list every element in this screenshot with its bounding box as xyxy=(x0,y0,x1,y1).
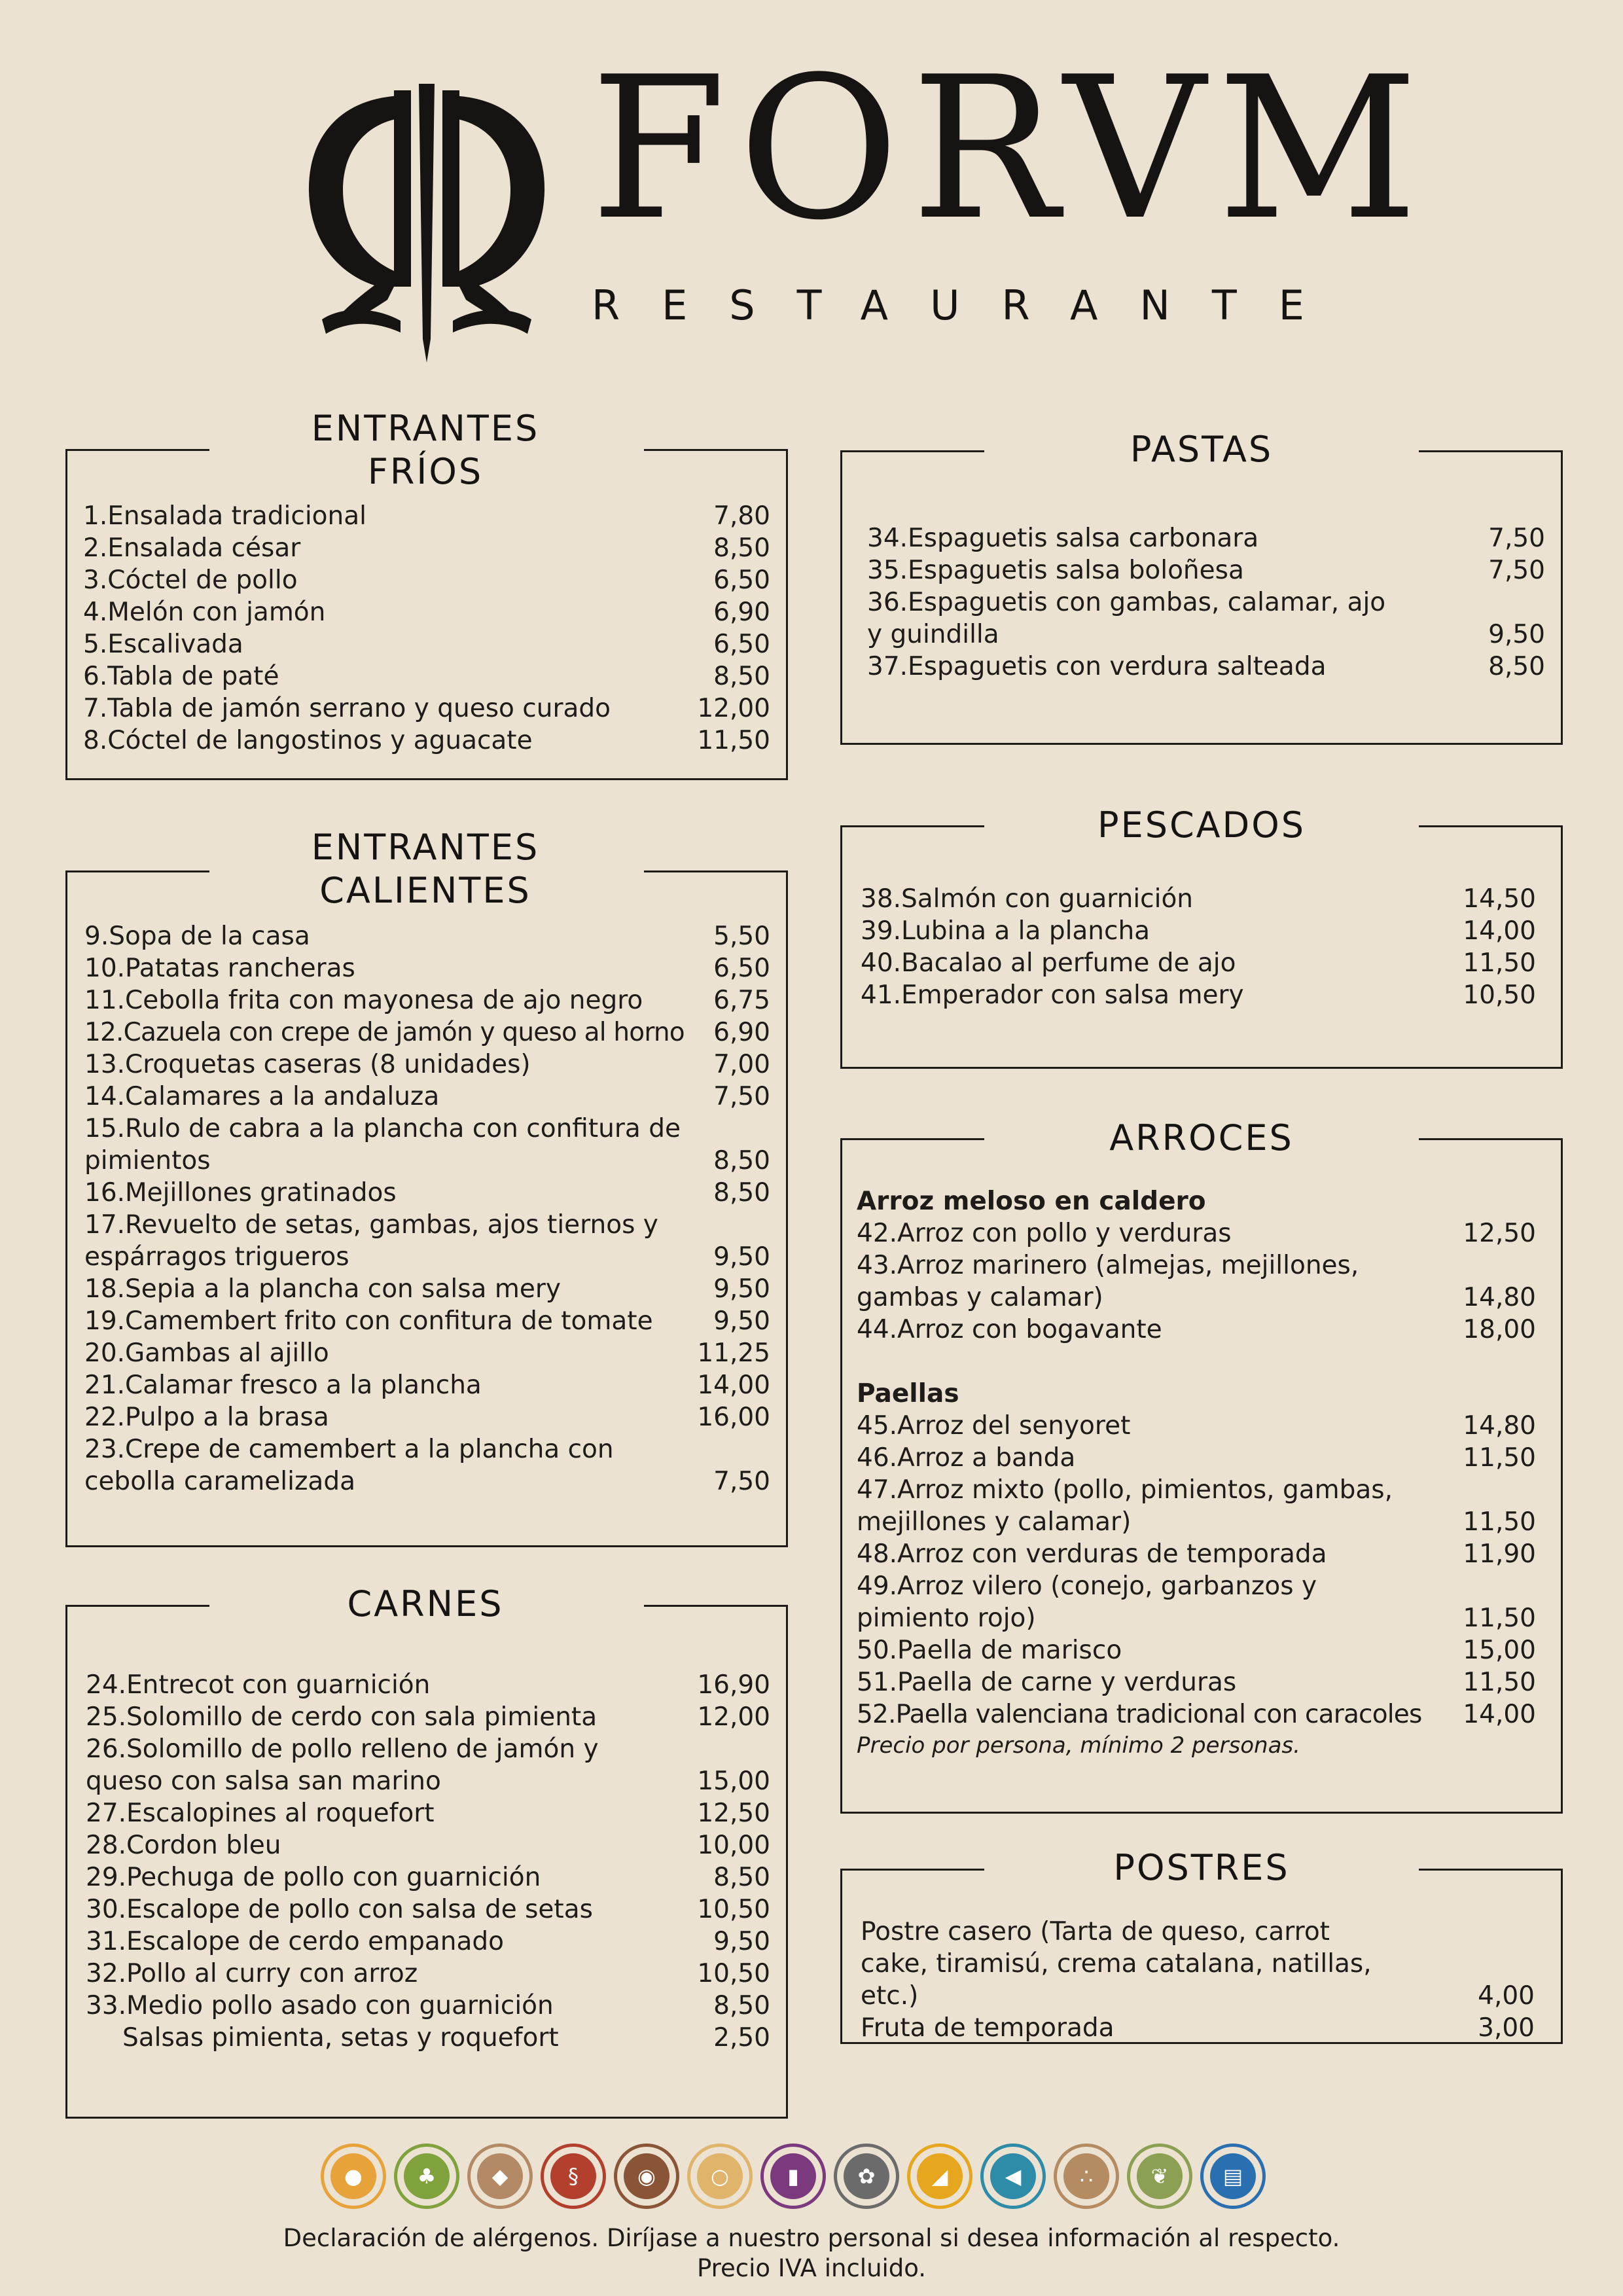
item-price: 14,50 xyxy=(1463,884,1536,914)
item-name: 4.Melón con jamón xyxy=(83,598,326,627)
item-name: 50.Paella de marisco xyxy=(857,1636,1122,1665)
item-price: 10,50 xyxy=(697,1895,770,1924)
item-name: 38.Salmón con guarnición xyxy=(861,884,1194,914)
menu-list xyxy=(867,522,1545,683)
border-segment-left xyxy=(840,1138,984,1140)
item-name: 12.Cazuela con crepe de jamón y queso al horno xyxy=(84,1018,685,1047)
menu-item xyxy=(861,979,1536,1011)
border-segment-left xyxy=(65,449,209,451)
menu-item xyxy=(867,651,1545,683)
menu-item xyxy=(857,1666,1536,1698)
item-name: 6.Tabla de paté xyxy=(83,662,279,691)
item-name: 31.Escalope de cerdo empanado xyxy=(86,1927,504,1956)
fish-icon: ◀ xyxy=(980,2144,1046,2209)
item-price: 11,50 xyxy=(1463,1443,1536,1473)
item-name: 28.Cordon bleu xyxy=(86,1831,281,1860)
item-name: 2.Ensalada césar xyxy=(83,533,301,563)
item-name: 16.Mejillones gratinados xyxy=(84,1178,397,1208)
egg-icon: ○ xyxy=(687,2144,753,2209)
item-name: 36.Espaguetis con gambas, calamar, ajo y guindilla xyxy=(867,588,1386,649)
item-price: 11,90 xyxy=(1463,1539,1536,1569)
menu-item xyxy=(86,1829,770,1861)
menu-item xyxy=(83,596,770,628)
menu-item xyxy=(857,1474,1536,1538)
title-line-1: ENTRANTES xyxy=(311,827,540,868)
border-segment-left xyxy=(840,450,984,452)
menu-item xyxy=(84,1369,770,1401)
mustard-icon: ◢ xyxy=(907,2144,972,2209)
item-name: 34.Espaguetis salsa carbonara xyxy=(867,524,1259,553)
item-price: 7,50 xyxy=(1488,556,1545,585)
item-name: 17.Revuelto de setas, gambas, ajos tiernos y espárragos trigueros xyxy=(84,1210,658,1272)
item-price: 12,00 xyxy=(697,1702,770,1732)
item-price: 10,50 xyxy=(697,1959,770,1988)
section-title-carnes: CARNES xyxy=(347,1583,504,1624)
item-price: 14,00 xyxy=(1463,916,1536,946)
item-name: 21.Calamar fresco a la plancha xyxy=(84,1371,482,1400)
item-name: 25.Solomillo de cerdo con sala pimienta xyxy=(86,1702,597,1732)
menu-item xyxy=(857,1410,1536,1442)
item-name: 1.Ensalada tradicional xyxy=(83,501,366,531)
section-entrantes-frios xyxy=(65,449,788,780)
menu-item xyxy=(83,692,770,725)
menu-item xyxy=(857,1634,1536,1666)
item-price: 8,50 xyxy=(713,1178,770,1208)
menu-item xyxy=(86,1893,770,1926)
border-segment-right xyxy=(1419,1138,1563,1140)
item-price: 11,50 xyxy=(1463,1604,1536,1633)
item-price: 7,50 xyxy=(713,1467,770,1496)
menu-item xyxy=(84,984,770,1016)
subheading-paellas: Paellas xyxy=(857,1379,959,1408)
menu-item xyxy=(857,1249,1536,1314)
item-name: 41.Emperador con salsa mery xyxy=(861,980,1244,1010)
item-price: 12,00 xyxy=(697,694,770,723)
menu-list xyxy=(86,1669,770,2054)
item-name: 40.Bacalao al perfume de ajo xyxy=(861,948,1236,978)
item-name: 14.Calamares a la andaluza xyxy=(84,1082,440,1111)
item-price: 14,00 xyxy=(697,1371,770,1400)
menu-item xyxy=(84,1081,770,1113)
item-name: 11.Cebolla frita con mayonesa de ajo negro xyxy=(84,986,643,1015)
menu-item xyxy=(86,1733,770,1797)
nuts-icon: ◆ xyxy=(467,2144,533,2209)
item-name: 39.Lubina a la plancha xyxy=(861,916,1150,946)
item-name: 15.Rulo de cabra a la plancha con confitura de pimientos xyxy=(84,1114,681,1175)
menu-item xyxy=(861,1916,1535,2012)
menu-item xyxy=(84,1049,770,1081)
item-price: 8,50 xyxy=(713,662,770,691)
menu-item xyxy=(857,1314,1536,1346)
menu-item xyxy=(83,564,770,596)
menu-item xyxy=(857,1698,1536,1731)
item-name: 45.Arroz del senyoret xyxy=(857,1411,1131,1441)
menu-item xyxy=(84,1177,770,1209)
border-segment-right xyxy=(644,870,788,872)
item-name: 24.Entrecot con guarnición xyxy=(86,1670,431,1700)
item-price: 11,50 xyxy=(1463,948,1536,978)
brand-subtitle: RESTAURANTE xyxy=(592,281,1346,329)
item-name: 3.Cóctel de pollo xyxy=(83,565,298,595)
item-price: 9,50 xyxy=(713,1306,770,1336)
menu-list xyxy=(83,500,770,757)
menu-item xyxy=(84,1401,770,1433)
item-price: 12,50 xyxy=(697,1799,770,1828)
section-entrantes-calientes xyxy=(65,870,788,1547)
price-note: Precio por persona, mínimo 2 personas. xyxy=(857,1732,1300,1759)
item-price: 11,50 xyxy=(1463,1668,1536,1697)
gluten-icon: ● xyxy=(321,2144,386,2209)
item-price: 7,50 xyxy=(713,1082,770,1111)
menu-item xyxy=(83,660,770,692)
item-price: 14,80 xyxy=(1463,1283,1536,1312)
item-name: 43.Arroz marinero (almejas, mejillones, gambas y calamar) xyxy=(857,1251,1359,1312)
item-name: 26.Solomillo de pollo relleno de jamón y queso con salsa san marino xyxy=(86,1734,599,1796)
item-price: 11,25 xyxy=(697,1338,770,1368)
allergen-icons-row xyxy=(321,2144,1302,2213)
item-name: 49.Arroz vilero (conejo, garbanzos y pimiento rojo) xyxy=(857,1571,1317,1633)
menu-item xyxy=(84,1433,770,1498)
menu-item xyxy=(84,952,770,984)
item-name: 20.Gambas al ajillo xyxy=(84,1338,329,1368)
item-price: 10,50 xyxy=(1463,980,1536,1010)
item-name: 9.Sopa de la casa xyxy=(84,922,310,951)
menu-item xyxy=(861,947,1536,979)
lupin-icon: ❦ xyxy=(1127,2144,1192,2209)
menu-item xyxy=(84,1273,770,1305)
item-price: 7,50 xyxy=(1488,524,1545,553)
item-name: 32.Pollo al curry con arroz xyxy=(86,1959,418,1988)
menu-item xyxy=(857,1442,1536,1474)
menu-item xyxy=(83,532,770,564)
menu-list xyxy=(857,1185,1536,1761)
sulphites-icon: ▮ xyxy=(760,2144,826,2209)
menu-list xyxy=(84,920,770,1498)
border-segment-right xyxy=(644,1605,788,1607)
title-line-2: FRÍOS xyxy=(367,451,484,492)
menu-item xyxy=(867,586,1545,651)
soy-icon: ◉ xyxy=(614,2144,679,2209)
item-price: 9,50 xyxy=(1488,620,1545,649)
section-title-postres: POSTRES xyxy=(1113,1847,1290,1888)
border-segment-left xyxy=(840,825,984,827)
item-price: 6,90 xyxy=(713,598,770,627)
menu-item xyxy=(86,1861,770,1893)
item-name: 48.Arroz con verduras de temporada xyxy=(857,1539,1327,1569)
item-price: 11,50 xyxy=(697,726,770,755)
restaurant-logo xyxy=(302,35,1431,365)
section-pastas xyxy=(840,450,1563,745)
item-name: 22.Pulpo a la brasa xyxy=(84,1403,329,1432)
item-name: 47.Arroz mixto (pollo, pimientos, gambas, mejillones y calamar) xyxy=(857,1475,1393,1537)
item-price: 15,00 xyxy=(1463,1636,1536,1665)
item-name: 8.Cóctel de langostinos y aguacate xyxy=(83,726,533,755)
item-price: 16,00 xyxy=(697,1403,770,1432)
item-name: 42.Arroz con pollo y verduras xyxy=(857,1219,1232,1248)
item-name: 7.Tabla de jamón serrano y queso curado xyxy=(83,694,611,723)
menu-item xyxy=(861,2012,1535,2044)
menu-item xyxy=(86,1926,770,1958)
item-price: 11,50 xyxy=(1463,1507,1536,1537)
crustaceans-icon: § xyxy=(541,2144,606,2209)
item-price: 8,50 xyxy=(713,533,770,563)
item-name: 46.Arroz a banda xyxy=(857,1443,1076,1473)
border-segment-left xyxy=(65,870,209,872)
menu-item xyxy=(86,1797,770,1829)
section-arroces xyxy=(840,1138,1563,1814)
spacer xyxy=(857,1346,1536,1378)
item-price: 6,50 xyxy=(713,565,770,595)
border-segment-right xyxy=(1419,1869,1563,1871)
item-name: 13.Croquetas caseras (8 unidades) xyxy=(84,1050,531,1079)
item-name: 27.Escalopines al roquefort xyxy=(86,1799,435,1828)
menu-item xyxy=(84,1113,770,1177)
menu-item xyxy=(84,920,770,952)
menu-item xyxy=(861,883,1536,915)
brand-name: FORVM xyxy=(590,35,1431,263)
allergen-declaration: Declaración de alérgenos. Diríjase a nuestro personal si desea información al respecto. xyxy=(283,2224,1340,2252)
item-price: 16,90 xyxy=(697,1670,770,1700)
menu-item xyxy=(84,1016,770,1049)
section-postres xyxy=(840,1869,1563,2044)
menu-list xyxy=(861,883,1536,1011)
item-price: 6,75 xyxy=(713,986,770,1015)
menu-item xyxy=(861,915,1536,947)
item-price: 7,00 xyxy=(713,1050,770,1079)
item-price: 5,50 xyxy=(713,922,770,951)
sesame-icon: ∴ xyxy=(1054,2144,1119,2209)
menu-item xyxy=(84,1209,770,1273)
item-price: 8,50 xyxy=(713,1863,770,1892)
menu-item xyxy=(86,1990,770,2022)
item-price: 8,50 xyxy=(1488,652,1545,681)
item-name: 51.Paella de carne y verduras xyxy=(857,1668,1237,1697)
menu-item xyxy=(83,628,770,660)
item-price: 8,50 xyxy=(713,1991,770,2020)
item-name: Salsas pimienta, setas y roquefort xyxy=(122,2023,559,2053)
item-price: 14,00 xyxy=(1463,1700,1536,1729)
section-title-arroces: ARROCES xyxy=(1109,1117,1294,1158)
menu-item xyxy=(86,1958,770,1990)
title-line-1: ENTRANTES xyxy=(311,408,540,449)
item-price: 6,50 xyxy=(713,630,770,659)
celery-icon: ♣ xyxy=(394,2144,459,2209)
item-price: 2,50 xyxy=(713,2023,770,2053)
menu-item xyxy=(84,1305,770,1337)
menu-list xyxy=(861,1916,1535,2044)
vat-note: Precio IVA incluido. xyxy=(696,2254,927,2282)
menu-item xyxy=(86,1701,770,1733)
border-segment-right xyxy=(1419,450,1563,452)
item-name: 37.Espaguetis con verdura salteada xyxy=(867,652,1327,681)
menu-item xyxy=(867,522,1545,554)
item-price: 9,50 xyxy=(713,1927,770,1956)
menu-item xyxy=(83,500,770,532)
menu-item xyxy=(857,1217,1536,1249)
item-price: 6,50 xyxy=(713,954,770,983)
molluscs-icon: ✿ xyxy=(834,2144,899,2209)
item-price: 18,00 xyxy=(1463,1315,1536,1344)
menu-item xyxy=(83,725,770,757)
menu-item xyxy=(857,1538,1536,1570)
border-segment-left xyxy=(840,1869,984,1871)
item-price: 10,00 xyxy=(697,1831,770,1860)
item-name: 35.Espaguetis salsa boloñesa xyxy=(867,556,1244,585)
item-name: 44.Arroz con bogavante xyxy=(857,1315,1162,1344)
section-title-pescados: PESCADOS xyxy=(1097,804,1306,846)
item-price: 9,50 xyxy=(713,1242,770,1272)
item-name: 18.Sepia a la plancha con salsa mery xyxy=(84,1274,561,1304)
menu-item xyxy=(84,1337,770,1369)
section-title-pastas: PASTAS xyxy=(1130,429,1274,470)
item-name: 19.Camembert frito con confitura de tomate xyxy=(84,1306,653,1336)
item-name: Fruta de temporada xyxy=(861,2013,1115,2043)
menu-item xyxy=(857,1570,1536,1634)
section-pescados xyxy=(840,825,1563,1069)
subheading-arroz-meloso: Arroz meloso en caldero xyxy=(857,1187,1206,1216)
border-segment-left xyxy=(65,1605,209,1607)
forum-emblem-icon xyxy=(302,77,551,365)
menu-item xyxy=(86,1669,770,1701)
item-price: 9,50 xyxy=(713,1274,770,1304)
item-name: 30.Escalope de pollo con salsa de setas xyxy=(86,1895,593,1924)
item-name: 10.Patatas rancheras xyxy=(84,954,355,983)
item-name: 52.Paella valenciana tradicional con caracoles xyxy=(857,1700,1422,1729)
item-name: 5.Escalivada xyxy=(83,630,243,659)
section-carnes xyxy=(65,1605,788,2119)
item-name: Postre casero (Tarta de queso, carrot cake, tiramisú, crema catalana, natillas, etc.) xyxy=(861,1917,1372,2011)
item-price: 14,80 xyxy=(1463,1411,1536,1441)
item-price: 12,50 xyxy=(1463,1219,1536,1248)
menu-item xyxy=(86,2022,770,2054)
item-price: 6,90 xyxy=(713,1018,770,1047)
border-segment-right xyxy=(1419,825,1563,827)
item-name: 33.Medio pollo asado con guarnición xyxy=(86,1991,554,2020)
menu-item xyxy=(867,554,1545,586)
item-price: 3,00 xyxy=(1478,2013,1535,2043)
item-price: 15,00 xyxy=(697,1767,770,1796)
item-price: 4,00 xyxy=(1478,1981,1535,2011)
dairy-icon: ▤ xyxy=(1200,2144,1266,2209)
item-name: 23.Crepe de camembert a la plancha con cebolla caramelizada xyxy=(84,1435,614,1496)
title-line-2: CALIENTES xyxy=(319,870,531,911)
item-name: 29.Pechuga de pollo con guarnición xyxy=(86,1863,541,1892)
item-price: 7,80 xyxy=(713,501,770,531)
item-price: 8,50 xyxy=(713,1146,770,1175)
border-segment-right xyxy=(644,449,788,451)
